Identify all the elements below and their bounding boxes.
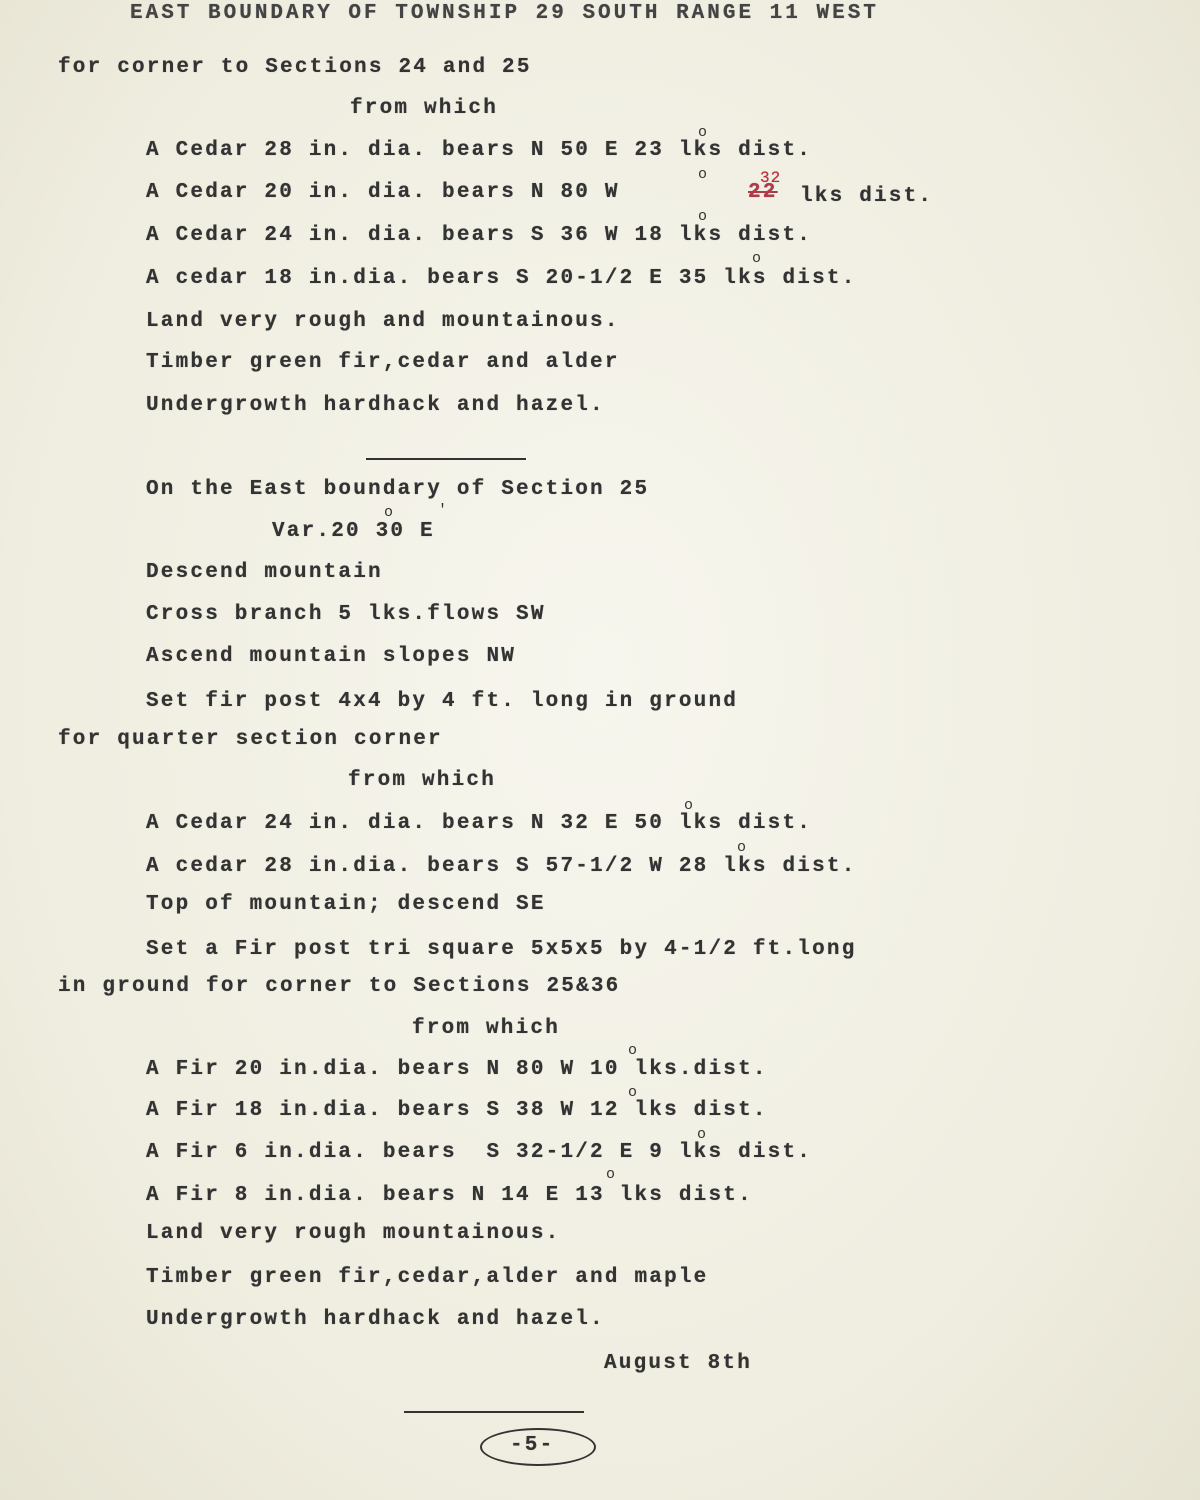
text-line: Descend mountain [146, 561, 383, 584]
text-line: Var.20 30 E [272, 520, 435, 543]
text-line: Undergrowth hardhack and hazel. [146, 394, 605, 417]
text-line: A Fir 20 in.dia. bears N 80 W 10 lks.dist. [146, 1058, 768, 1081]
text-line: Set a Fir post tri square 5x5x5 by 4-1/2 ft.long [146, 938, 857, 961]
text-line: Set fir post 4x4 by 4 ft. long in ground [146, 690, 739, 713]
text-line: A Cedar 24 in. dia. bears S 36 W 18 lks dist. [146, 224, 813, 247]
text-line: for quarter section corner [58, 728, 443, 751]
text-line: A Cedar 20 in. dia. bears N 80 W [146, 181, 620, 204]
text-line: in ground for corner to Sections 25&36 [58, 975, 621, 998]
degree-mark: o [698, 208, 708, 225]
text-line: Land very rough and mountainous. [146, 310, 620, 333]
text-line: A Cedar 24 in. dia. bears N 32 E 50 lks dist. [146, 812, 813, 835]
text-line: A Cedar 28 in. dia. bears N 50 E 23 lks dist. [146, 139, 813, 162]
degree-mark: o [384, 504, 394, 521]
text-line: A Fir 6 in.dia. bears S 32-1/2 E 9 lks dist. [146, 1141, 813, 1164]
minute-mark: ' [438, 502, 448, 519]
text-line: lks dist. [800, 185, 934, 208]
text-line: for corner to Sections 24 and 25 [58, 56, 532, 79]
struck-value: 22 [748, 181, 778, 204]
degree-mark: o [737, 839, 747, 856]
text-line: Timber green fir,cedar and alder [146, 351, 620, 374]
text-line: A cedar 18 in.dia. bears S 20-1/2 E 35 lks dist. [146, 267, 857, 290]
degree-mark: o [628, 1042, 638, 1059]
text-line: Ascend mountain slopes NW [146, 645, 517, 668]
footer-divider [404, 1411, 584, 1413]
red-correction: 32 [760, 169, 782, 187]
date-line: August 8th [604, 1352, 753, 1375]
degree-mark: o [628, 1084, 638, 1101]
degree-mark: o [752, 250, 762, 267]
text-line: A Fir 18 in.dia. bears S 38 W 12 lks dist. [146, 1099, 768, 1122]
text-line: A cedar 28 in.dia. bears S 57-1/2 W 28 lks dist. [146, 855, 857, 878]
degree-mark: o [697, 1126, 707, 1143]
text-line: Top of mountain; descend SE [146, 893, 546, 916]
degree-mark: o [698, 166, 708, 183]
text-line: Land very rough mountainous. [146, 1222, 561, 1245]
text-line: On the East boundary of Section 25 [146, 478, 650, 501]
degree-mark: o [606, 1166, 616, 1183]
text-line: A Fir 8 in.dia. bears N 14 E 13 lks dist. [146, 1184, 753, 1207]
page-header: EAST BOUNDARY OF TOWNSHIP 29 SOUTH RANGE 11 WEST [130, 2, 879, 25]
degree-mark: o [698, 124, 708, 141]
text-line: from which [412, 1017, 561, 1040]
page-number: -5- [510, 1434, 555, 1457]
degree-mark: o [684, 797, 694, 814]
text-line: Cross branch 5 lks.flows SW [146, 603, 546, 626]
text-line: from which [350, 97, 499, 120]
text-line: Undergrowth hardhack and hazel. [146, 1308, 605, 1331]
text-line: Timber green fir,cedar,alder and maple [146, 1266, 709, 1289]
text-line: from which [348, 769, 497, 792]
section-divider [366, 458, 526, 460]
